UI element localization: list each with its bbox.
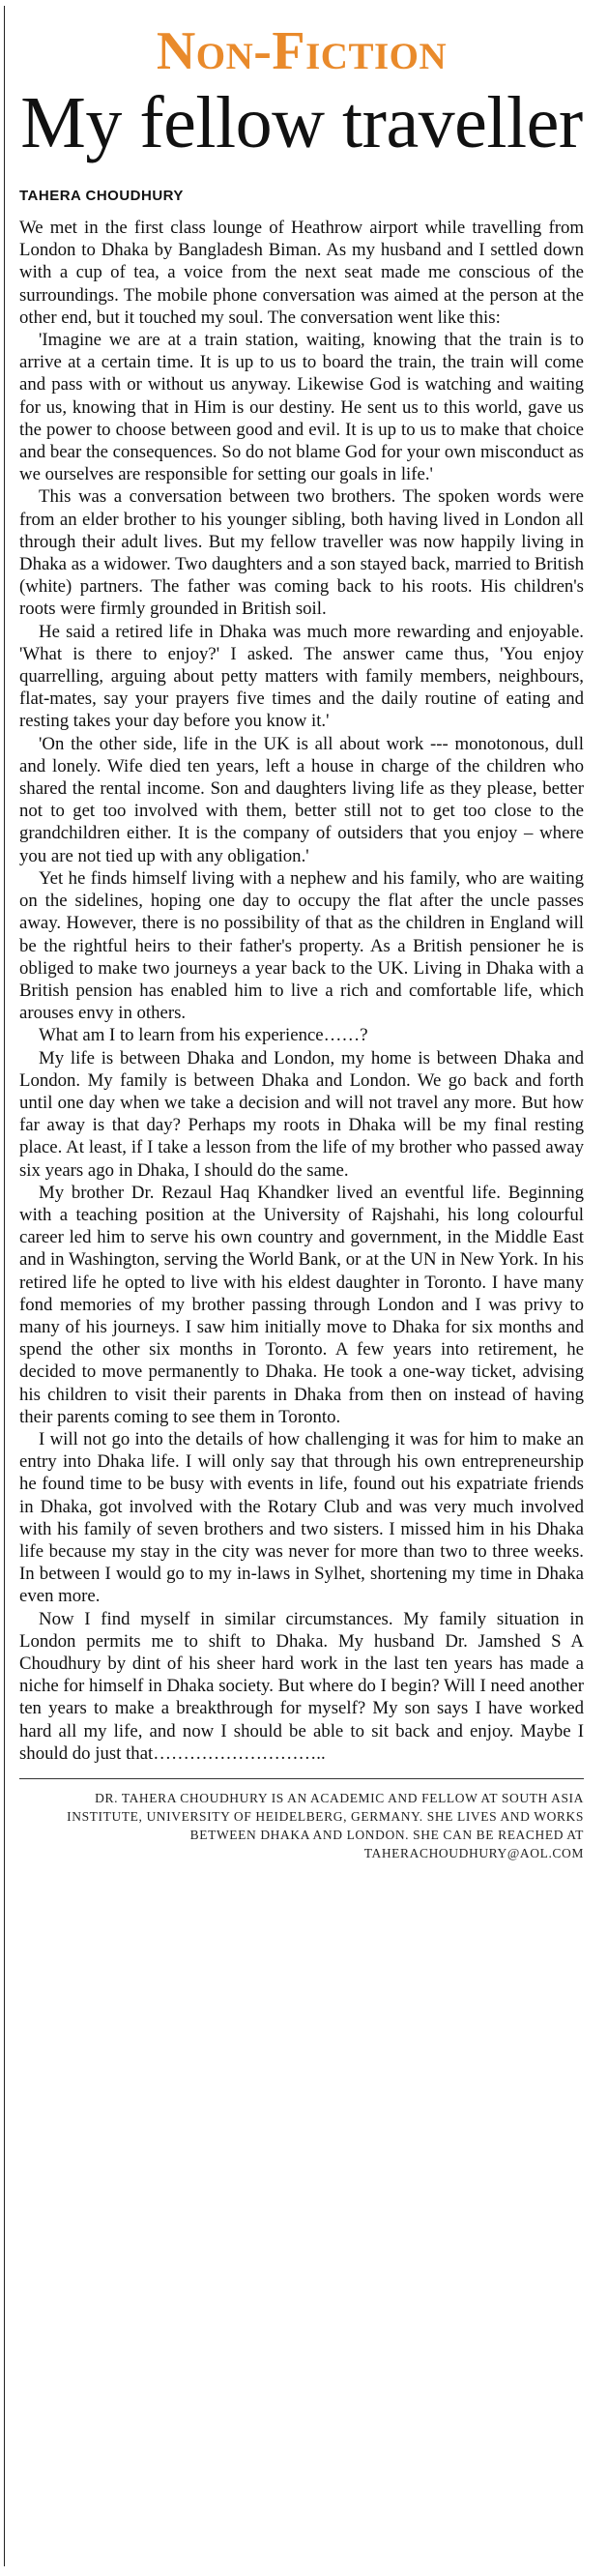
- article-headline: My fellow traveller: [20, 82, 583, 163]
- paragraph: Yet he finds himself living with a nephew and his family, who are waiting on the sidelines, hoping one day to occupy the flat after the uncle passes away. However, there is no possibility of that as the children in England will be the rightful heirs to their father's property. As a British pensioner he is obliged to make two journeys a year back to the UK. Living in Dhaka with a British pension has enabled him to live a rich and comfortable life, which arouses envy in others.: [19, 867, 584, 1024]
- paragraph: My brother Dr. Rezaul Haq Khandker lived an eventful life. Beginning with a teaching position at the University of Rajshahi, his long colourful career led him to serve his own country and government, in the Middle East and in Washington, serving the World Bank, or at the UN in New York. In his retired life he opted to live with his eldest daughter in Toronto. I have many fond memories of my brother passing through London and I was privy to many of his journeys. I saw him initially move to Dhaka for six months and spend the other six months in Toronto. A few years into retirement, he decided to move permanently to Dhaka. He took a one-way ticket, advising his children to visit their parents in Dhaka from then on instead of having their parents coming to see them in Toronto.: [19, 1182, 584, 1427]
- paragraph: 'On the other side, life in the UK is all about work --- monotonous, dull and lonely. Wife died ten years, left a house in charge of the children who shared the rental income. Son and daughters living life as they please, better not to get too involved with them, better still not to get too close to the grandchildren either. It is the company of outsiders that you enjoy – where you are not tied up with any obligation.': [19, 733, 584, 866]
- paragraph: My life is between Dhaka and London, my home is between Dhaka and London. My family is between Dhaka and London. We go back and forth until one day when we take a decision and will not travel any more. But how far away is that day? Perhaps my roots in Dhaka will be my final resting place. At least, if I take a lesson from the life of my brother who passed away six years ago in Dhaka, I should do the same.: [19, 1047, 584, 1181]
- bio-divider: [19, 1778, 584, 1779]
- paragraph: Now I find myself in similar circumstances. My family situation in London permits me to shift to Dhaka. My husband Dr. Jamshed S A Choudhury by dint of his sheer hard work in the last ten years has made a niche for himself in Dhaka society. But where do I begin? Will I need another ten years to make a breakthrough for myself? My son says I have worked hard all my life, and now I should be able to sit back and enjoy. Maybe I should do just that………………………..: [19, 1608, 584, 1764]
- author-byline: TAHERA CHOUDHURY: [19, 188, 184, 204]
- paragraph: 'Imagine we are at a train station, waiting, knowing that the train is to arrive at a certain time. It is up to us to board the train, the train will come and pass with or without us anyway. Likewise God is watching and waiting for us, knowing that in Him is our destiny. He sent us to this world, gave us the power to choose between good and evil. It is up to us to make that choice and bear the consequences. So do not blame God for your own misconduct as we ourselves are responsible for setting our goals in life.': [19, 330, 584, 485]
- paragraph: He said a retired life in Dhaka was much more rewarding and enjoyable. 'What is there to enjoy?' I asked. The answer came thus, 'You enjoy quarrelling, arguing about petty matters with family members, neighbours, flat-mates, say your prayers five times and the daily routine of eating and resting takes your day before you know it.': [19, 621, 584, 732]
- article-body: [19, 217, 584, 1765]
- paragraph: This was a conversation between two brothers. The spoken words were from an elder brother to his younger sibling, both having lived in London all through their adult lives. But my fellow traveller was now happily living in Dhaka as a widower. Two daughters and a son stayed back, married to British (white) partners. The father was coming back to his roots. His children's roots were firmly grounded in British soil.: [19, 486, 584, 620]
- paragraph: What am I to learn from his experience……?: [39, 1025, 368, 1046]
- paragraph: We met in the first class lounge of Heathrow airport while travelling from London to Dhaka by Bangladesh Biman. As my husband and I settled down with a cup of tea, a voice from the next seat made me conscious of the surroundings. The mobile phone conversation was aimed at the person at the other end, but it touched my soul. The conversation went like this:: [19, 218, 584, 328]
- paragraph: I will not go into the details of how challenging it was for him to make an entry into Dhaka life. I will only say that through his own entrepreneurship he found time to be busy with events in life, found out his expatriate friends in Dhaka, got involved with the Rotary Club and was very much involved with his family of seven brothers and two sisters. I missed him in his Dhaka life because my stay in the city was never for more than two to three weeks. In between I would go to my in-laws in Sylhet, shortening my time in Dhaka even more.: [19, 1428, 584, 1607]
- author-bio: DR. TAHERA CHOUDHURY IS AN ACADEMIC AND FELLOW AT SOUTH ASIA INSTITUTE, UNIVERSITY OF HEIDELBERG, GERMANY. SHE LIVES AND WORKS BETWEEN DHAKA AND LONDON. SHE CAN BE REACHED AT TAHERACHOUDHURY@AOL.COM: [67, 1791, 584, 1861]
- article: [19, 21, 584, 1862]
- section-label: Non-Fiction: [156, 21, 448, 81]
